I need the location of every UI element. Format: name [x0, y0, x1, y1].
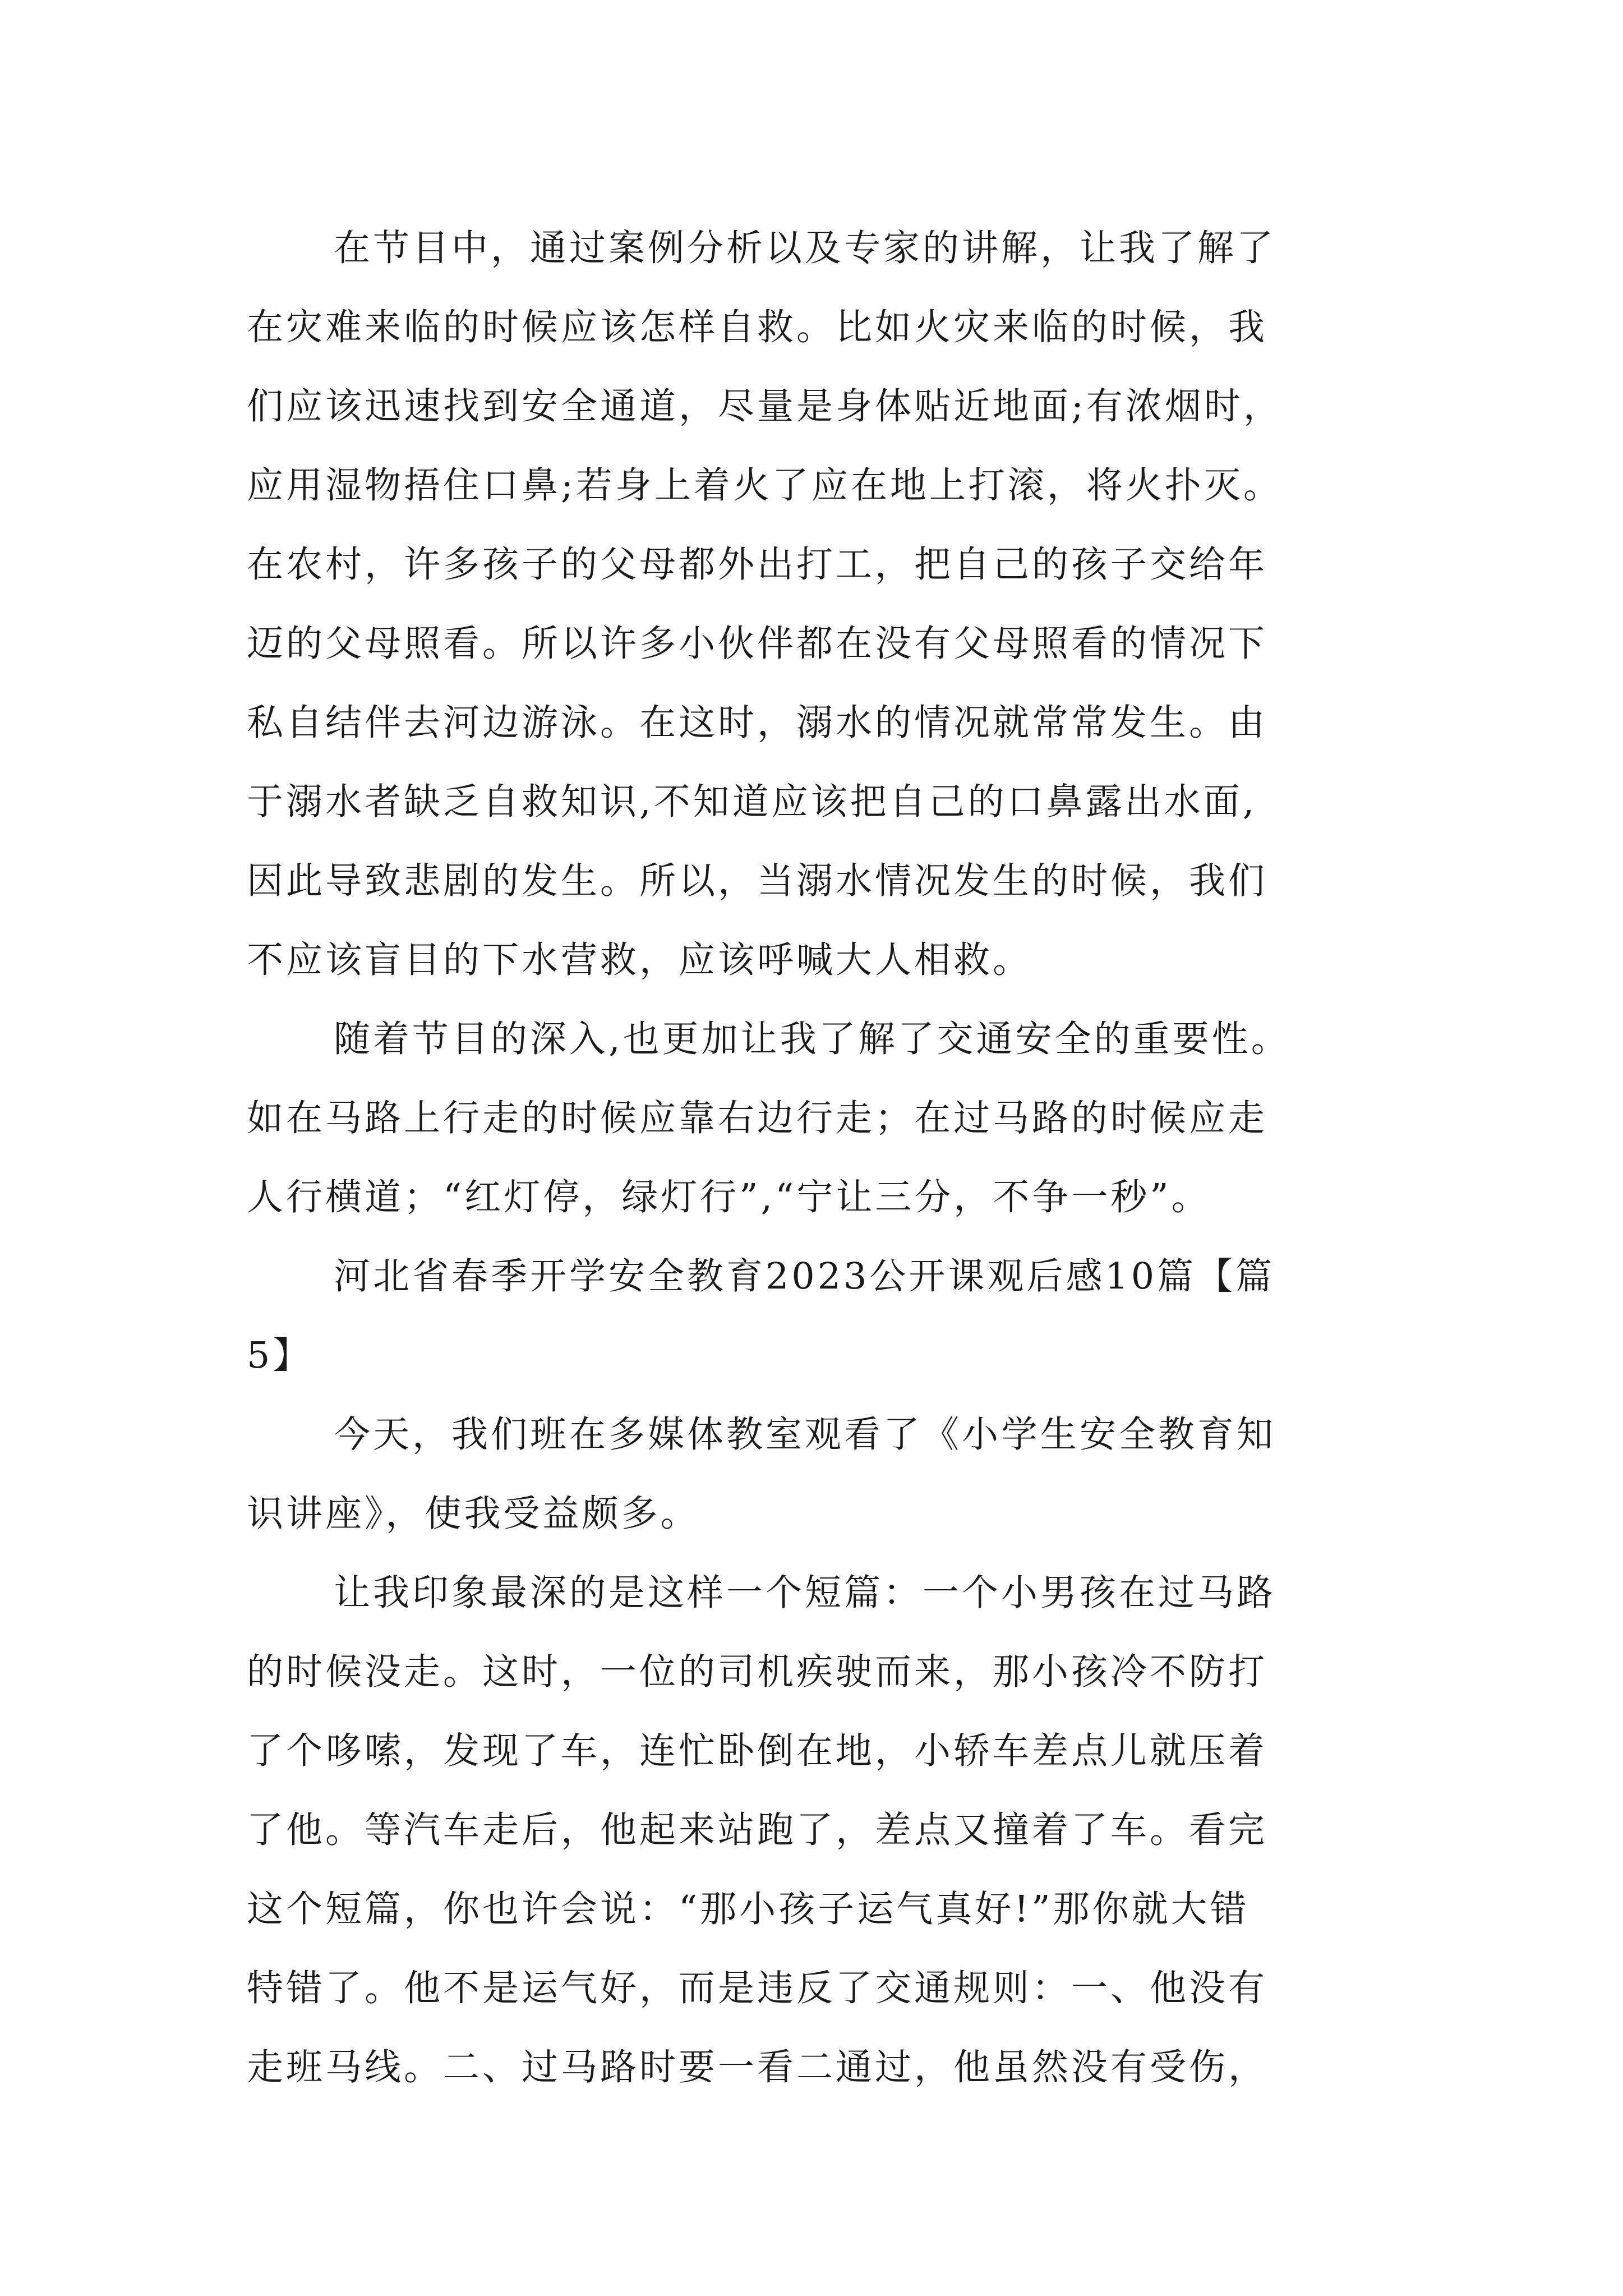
text-line: 们应该迅速找到安全通道，尽量是身体贴近地面;有浓烟时，	[247, 385, 1283, 427]
text-line: 私自结伴去河边游泳。在这时，溺水的情况就常常发生。由	[247, 702, 1268, 744]
text-line: 于溺水者缺乏自救知识,不知道应该把自己的口鼻露出水面,	[247, 781, 1257, 823]
paragraph-lecture-intro	[247, 1395, 1385, 1553]
text-line: 识讲座》，使我受益颇多。	[247, 1493, 700, 1535]
text-line: 的时候没走。这时，一位的司机疾驶而来，那小孩冷不防打	[247, 1651, 1268, 1693]
text-line: 在节目中，通过案例分析以及专家的讲解，让我了解了	[334, 227, 1276, 269]
text-line: 不应该盲目的下水营救，应该呼喊大人相救。	[247, 939, 1032, 981]
text-line: 河北省春季开学安全教育2023公开课观后感10篇【篇	[334, 1255, 1275, 1297]
text-line: 走班马线。二、过马路时要一看二通过，他虽然没有受伤，	[247, 2046, 1268, 2088]
paragraph-fire-and-drowning-safety	[247, 209, 1385, 1000]
text-line: 人行横道；“红灯停，绿灯行”,“宁让三分，不争一秒”。	[247, 1176, 1211, 1218]
section-heading	[247, 1237, 1385, 1395]
text-line: 随着节目的深入,也更加让我了解了交通安全的重要性。	[334, 1018, 1290, 1060]
text-line: 了个哆嗦，发现了车，连忙卧倒在地，小轿车差点儿就压着	[247, 1730, 1268, 1772]
text-line: 如在马路上行走的时候应靠右边行走；在过马路的时候应走	[247, 1097, 1268, 1139]
document-body	[247, 209, 1385, 2107]
text-line: 特错了。他不是运气好，而是违反了交通规则：一、他没有	[247, 1967, 1268, 2009]
text-line: 因此导致悲剧的发生。所以，当溺水情况发生的时候，我们	[247, 860, 1268, 902]
paragraph-traffic-safety	[247, 1000, 1385, 1237]
text-line: 这个短篇，你也许会说：“那小孩子运气真好!”那你就大错	[247, 1888, 1249, 1930]
text-line: 今天，我们班在多媒体教室观看了《小学生安全教育知	[334, 1414, 1276, 1456]
text-line: 让我印象最深的是这样一个短篇：一个小男孩在过马路	[334, 1572, 1276, 1614]
text-line: 迈的父母照看。所以许多小伙伴都在没有父母照看的情况下	[247, 623, 1268, 665]
text-line: 5】	[247, 1335, 312, 1377]
text-line: 了他。等汽车走后，他起来站跑了，差点又撞着了车。看完	[247, 1809, 1268, 1851]
text-line: 在灾难来临的时候应该怎样自救。比如火灾来临的时候，我	[247, 306, 1268, 348]
text-line: 应用湿物捂住口鼻;若身上着火了应在地上打滚，将火扑灭。	[247, 464, 1283, 507]
text-line: 在农村，许多孩子的父母都外出打工，把自己的孩子交给年	[247, 544, 1268, 586]
paragraph-short-story	[247, 1553, 1385, 2107]
